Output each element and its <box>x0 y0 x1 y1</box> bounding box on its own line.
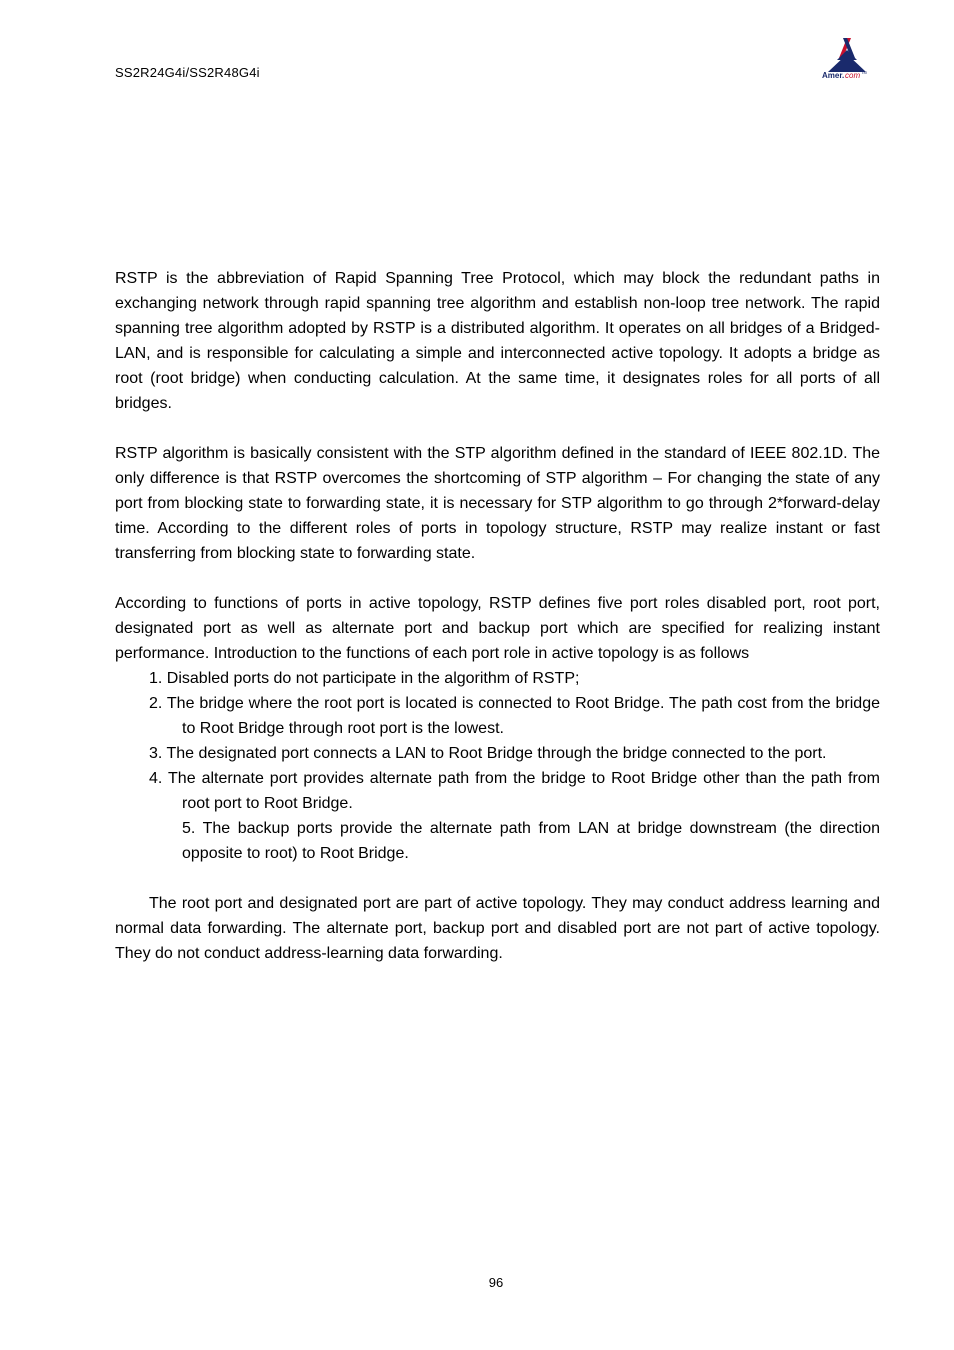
port-roles-paragraph: According to functions of ports in active topology, RSTP defines five port roles disabled port, root port, designated port as well as alternate port and backup port which are specified for realizing instant performance. Introduction to the functions of each port role in active topology is as follows <box>115 595 880 662</box>
list-item: 4. The alternate port provides alternate path from the bridge to Root Bridge other than the path from root port to Root Bridge. <box>149 770 880 812</box>
rstp-algorithm-paragraph: RSTP algorithm is basically consistent with the STP algorithm defined in the standard of IEEE 802.1D. The only difference is that RSTP overcomes the shortcoming of STP algorithm – For changing the state of any port from blocking state to forwarding state, it is necessary for STP algorithm to go through 2*forward-delay time. According to the different roles of ports in topology structure, RSTP may realize instant or fast transferring from blocking state to forwarding state. <box>115 445 880 562</box>
rstp-intro-paragraph: RSTP is the abbreviation of Rapid Spanning Tree Protocol, which may block the redundant paths in exchanging network through rapid spanning tree algorithm and establish non-loop tree network. The rapid spanning tree algorithm adopted by RSTP is a distributed algorithm. It operates on all bridges of a Bridged-LAN, and is responsible for calculating a simple and interconnected active topology. It adopts a bridge as root (root bridge) when conducting calculation. At the same time, it designates roles for all ports of all bridges. <box>115 270 880 412</box>
svg-text:Amer.: Amer. <box>822 71 845 80</box>
svg-text:TM: TM <box>861 70 867 75</box>
amer-logo-icon <box>818 36 876 82</box>
list-item: 3. The designated port connects a LAN to Root Bridge through the bridge connected to the port. <box>149 745 827 762</box>
document-model-header: SS2R24G4i/SS2R48G4i <box>115 65 260 80</box>
page-number: 96 <box>488 1275 504 1290</box>
list-item: 5. The backup ports provide the alternate path from LAN at bridge downstream (the direction opposite to root) to Root Bridge. <box>182 820 880 862</box>
document-body <box>115 266 880 991</box>
svg-text:com: com <box>845 71 861 80</box>
active-topology-paragraph: The root port and designated port are part of active topology. They may conduct address learning and normal data forwarding. The alternate port, backup port and disabled port are not part of active topology. They do not conduct address-learning data forwarding. <box>115 895 880 962</box>
list-item: 1. Disabled ports do not participate in the algorithm of RSTP; <box>149 670 580 687</box>
port-roles-list <box>115 666 880 866</box>
list-item: 2. The bridge where the root port is located is connected to Root Bridge. The path cost from the bridge to Root Bridge through root port is the lowest. <box>149 695 880 737</box>
